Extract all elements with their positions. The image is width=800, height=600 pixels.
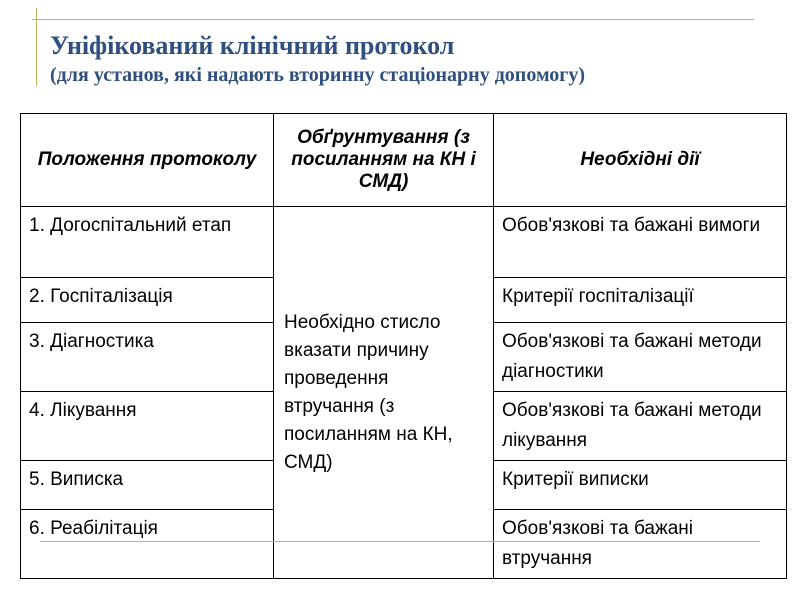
cell-position: 6. Реабілітація: [21, 510, 274, 579]
slide-title: Уніфікований клінічний протокол: [50, 31, 455, 60]
header-actions: Необхідні дії: [494, 114, 787, 207]
cell-position: 4. Лікування: [21, 392, 274, 461]
cell-position: 2. Госпіталізація: [21, 278, 274, 323]
cell-position: 5. Виписка: [21, 461, 274, 510]
top-decor-line: [32, 19, 754, 20]
table-row: [21, 207, 787, 278]
cell-position: 3. Діагностика: [21, 323, 274, 392]
table-header-row: [21, 114, 787, 207]
bottom-decor-line: [40, 541, 760, 542]
cell-action: Обов'язкові та бажані вимоги: [494, 207, 787, 278]
cell-action: Критерії госпіталізації: [494, 278, 787, 323]
header-justification: Обґрунтування (з посиланням на КН і СМД): [274, 114, 494, 207]
cell-action: Обов'язкові та бажані втручання: [494, 510, 787, 579]
left-decor-line: [36, 8, 37, 86]
slide-subtitle: (для установ, які надають вторинну стаціонарну допомогу): [50, 64, 586, 86]
title-block: [50, 30, 790, 88]
cell-position: 1. Догоспітальний етап: [21, 207, 274, 278]
cell-justification: Необхідно стисло вказати причину проведення втручання (з посиланням на КН, СМД): [274, 207, 494, 579]
cell-action: Критерії виписки: [494, 461, 787, 510]
cell-action: Обов'язкові та бажані методи лікування: [494, 392, 787, 461]
header-position: Положення протоколу: [21, 114, 274, 207]
cell-action: Обов'язкові та бажані методи діагностики: [494, 323, 787, 392]
protocol-table: [20, 113, 787, 579]
